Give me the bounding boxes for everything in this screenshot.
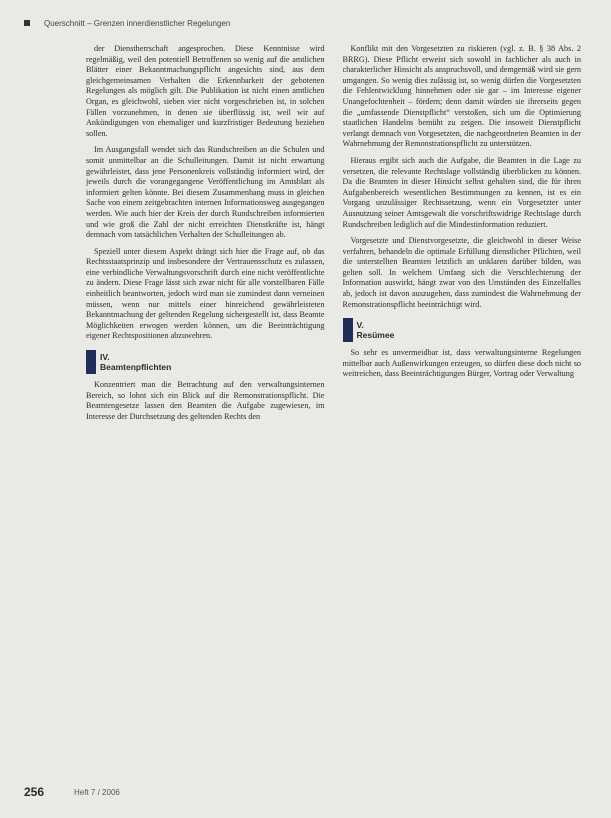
right-column (343, 44, 582, 762)
paragraph: Im Ausgangsfall wendet sich das Rundschreiben an die Schulen und somit unmittelbar an die Schulleitungen. Damit ist nicht erwartung gewährleistet, dass jene Personenkreis vollständig informiert wird, der jeweils durch die vorangegangene Veröffentlichung im Amtsblatt als informiert gelten könnte. Bei diesem Zusammenhang muss in gleichen Sache von einem zeitgebrachten internen Informationsweg ausgegangen werden. Wie auch hier der Kreis der durch Rundschreiben informierten und wie groß die Zahl der nicht erreichten Dienstkräfte ist, hängt demnach vom tatsächlichen Verhalten der Schulleitungen ab. (86, 145, 325, 240)
paragraph: Speziell unter diesem Aspekt drängt sich hier die Frage auf, ob das Rechtsstaatsprinzip und insbesondere der Vertrauensschutz es zulassen, eine verbindliche Verwaltungsvorschrift durch eine nicht veröffentlichte zu ändern. Diese Frage lässt sich zwar nicht für alle vorstellbaren Fälle einheitlich beantworten, jedoch wird man sie zumindest dann verneinen müssen, wenn nur mittels einer hinreichend gewährleisteten Bekanntmachung der geltenden Regelung sichergestellt ist, dass Beamte Möglichkeiten erwogen werden können, um die Beeinträchtigung eigener Rechtspositionen abzuwehren. (86, 246, 325, 341)
paragraph: Konflikt mit den Vorgesetzten zu riskieren (vgl. z. B. § 38 Abs. 2 BRRG). Diese Pflicht erweist sich sowohl in fachlicher als auch in charakterlicher Hinsicht als anspruchsvoll, und demgemäß wird sie gern umgangen. So wenig dies zulässig ist, so wenig dürfen die Vorgesetzten die Fehlentwicklung hinnehmen oder sie gar – im Interesse eigener Unangefochtenheit – fördern; denn damit würden sie ihrerseits gegen die „umfassende Dienstpflicht“ verstoßen, sich um die Optimierung staatlichen Handelns bemüht zu zeigen. Die insoweit Dienstpflicht verlangt demnach von Vorgesetzten, die nachgeordneten Beamten in der Wahrnehmung der Remonstrationspflicht zu unterstützen. (342, 44, 581, 149)
paragraph: Konzentriert man die Betrachtung auf den verwaltungsinternen Bereich, so lohnt sich ein Blick auf die Remonstrationspflicht. Die Beamtengesetze lassen den Beamten die Aufgabe zugewiesen, im Interesse der Durchsetzung des geltenden Rechts den (86, 380, 325, 421)
left-column (86, 44, 325, 762)
section-number: IV. (100, 352, 110, 363)
article-body (86, 44, 581, 762)
paragraph: Hieraus ergibt sich auch die Aufgabe, die Beamten in die Lage zu versetzen, die relevante Rechtslage vollständig überblicken zu können. Da die Beamten in dieser Hinsicht selbst gehalten sind, die für ihren Aufgabenbereich wesentlichen Bestimmungen zu kennen, ist es ein Vorgang unzulässiger Rechtssetzung, wenn ein Vorgesetzter unter Ausnutzung seiner Amtsgewalt die vorschriftswidrige Rechtslage durch Rundschreiben lediglich auf die Mindestinformation reduziert. (342, 155, 581, 229)
page-marker-icon (24, 20, 30, 26)
running-header (24, 14, 587, 32)
running-title: Querschnitt – Grenzen innerdienstlicher Regelungen (44, 18, 231, 28)
section-heading (86, 350, 325, 374)
section-title: Resümee (356, 330, 395, 341)
paragraph: So sehr es unvermeidbar ist, dass verwaltungsinterne Regelungen mittelbar auch Außenwirkungen erzeugen, so dürfen diese doch nicht so weitreichen, dass Beeinträchtigungen Bürger, Vortrag oder Verwaltung (342, 348, 581, 379)
section-heading (343, 318, 582, 342)
page-number: 256 (24, 785, 45, 799)
page-footer (24, 784, 587, 800)
paragraph: Vorgesetzte und Dienstvorgesetzte, die gleichwohl in dieser Weise verfahren, behandeln die optimale Erfüllung dienstlicher Pflichten, weil die unterstellten Beamten letztlich an unklaren darüber bilden, was gelten soll. In welchem Umfang sich die Verschlechterung der Information auswirkt, hängt zwar von den Umständen des Einzelfalles ab, jedoch ist davon auszugehen, dass zumindest die Wahrnehmung der Remonstrationspflicht beeinträchtigt wird. (342, 236, 581, 309)
section-number: V. (356, 320, 364, 331)
issue-label: Heft 7 / 2006 (74, 787, 120, 797)
section-title: Beamtenpflichten (100, 362, 172, 373)
paragraph: der Dienstherrschaft angesprochen. Diese Kenntnisse wird regelmäßig, weil den potentiell Betroffenen so wenig auf die amtlichen Blätter einer Bekanntmachungspflicht angesichts sind, aus dem gleichgemeinsamen Verhalten die Erkennbarkeit der gebotenen Regelungen als möglich gilt. Die Publikation ist nicht einen amtlichen Organ, es gleichwohl, sieben vier nicht vorgeschrieben ist, in solchen Fällen vorzunehmen, in denen sie überflüssig ist, weil wir auf Ankündigungen von ehemaliger und kurzfristiger Bedeutung beziehen sollen. (86, 44, 325, 138)
